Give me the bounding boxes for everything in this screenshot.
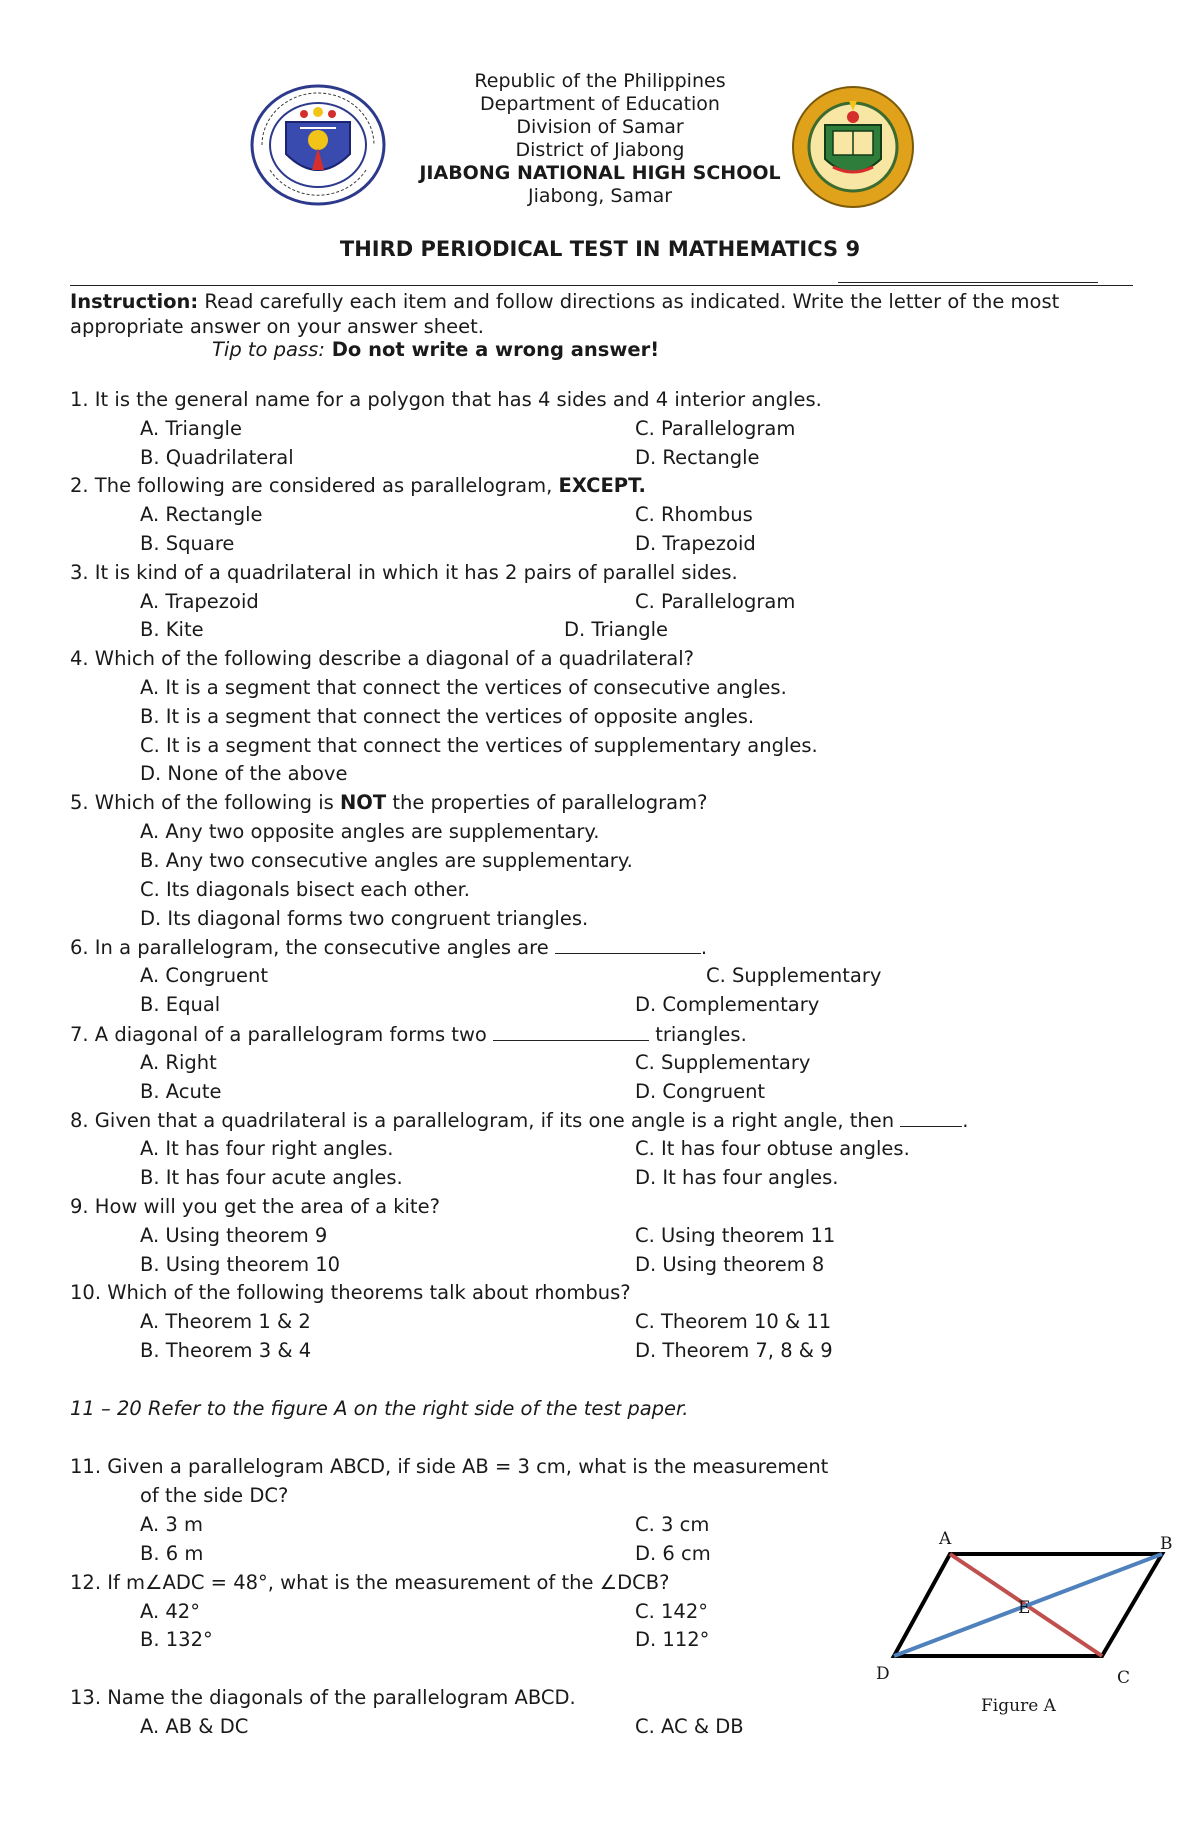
q11-option-c: C. 3 cm [635,1513,710,1536]
question-11: 11. Given a parallelogram ABCD, if side AB = 3 cm, what is the measurement [70,1455,829,1478]
divider-line [70,285,1133,286]
q6-text: 6. In a parallelogram, the consecutive angles are [70,936,555,959]
q7-option-c: C. Supplementary [635,1051,811,1074]
question-1: 1. It is the general name for a polygon that has 4 sides and 4 interior angles. [70,388,822,411]
q8-option-b: B. It has four acute angles. [140,1166,403,1189]
q2-option-d: D. Trapezoid [635,532,756,555]
q4-option-b: B. It is a segment that connect the vertices of opposite angles. [140,705,755,728]
question-13: 13. Name the diagonals of the parallelogram ABCD. [70,1686,576,1709]
answer-blank [493,1022,649,1041]
header-line-4: District of Jiabong [515,139,685,161]
q3-option-d: D. Triangle [564,618,668,641]
q5-emphasis: NOT [339,791,387,814]
q11-option-a: A. 3 m [140,1513,203,1536]
question-7 [70,1022,747,1047]
q3-option-b: B. Kite [140,618,204,641]
q6-option-c: C. Supplementary [706,964,882,987]
q5-text-post: the properties of parallelogram? [386,791,708,814]
question-12: 12. If m∠ADC = 48°, what is the measurement of the ∠DCB? [70,1571,670,1594]
school-location: Jiabong, Samar [527,185,673,207]
q7-option-a: A. Right [140,1051,217,1074]
q6-option-b: B. Equal [140,993,221,1016]
q7-text: 7. A diagonal of a parallelogram forms two [70,1023,494,1046]
q1-option-b: B. Quadrilateral [140,446,294,469]
section-note: 11 – 20 Refer to the figure A on the right side of the test paper. [70,1397,689,1420]
instruction-label: Instruction: [70,290,199,313]
deped-seal-icon [248,82,388,208]
q1-option-d: D. Rectangle [635,446,760,469]
q12-option-c: C. 142° [635,1600,708,1623]
q4-option-a: A. It is a segment that connect the vertices of consecutive angles. [140,676,787,699]
instruction-block [70,289,1140,339]
header-line-3: Division of Samar [516,116,684,138]
answer-blank [900,1108,962,1127]
question-2 [70,474,646,498]
q2-option-c: C. Rhombus [635,503,753,526]
test-title: THIRD PERIODICAL TEST IN MATHEMATICS 9 [339,237,861,261]
tip-line [212,338,659,361]
answer-blank [555,935,701,954]
q10-option-d: D. Theorem 7, 8 & 9 [635,1339,833,1362]
q6-text-end: . [700,936,708,959]
q1-option-c: C. Parallelogram [635,417,796,440]
q13-option-c: C. AC & DB [635,1715,744,1738]
q12-option-d: D. 112° [635,1628,710,1651]
question-6 [70,935,707,960]
q12-option-a: A. 42° [140,1600,200,1623]
vertex-label-c: C [1117,1668,1131,1688]
q9-option-d: D. Using theorem 8 [635,1253,825,1276]
q10-option-c: C. Theorem 10 & 11 [635,1310,832,1333]
divider-line-short [838,282,1098,283]
q12-option-b: B. 132° [140,1628,213,1651]
vertex-label-a: A [939,1529,952,1549]
q6-option-a: A. Congruent [140,964,269,987]
school-seal-icon [789,85,917,209]
q8-option-c: C. It has four obtuse angles. [635,1137,910,1160]
q5-option-d: D. Its diagonal forms two congruent triangles. [140,907,589,930]
q3-option-a: A. Trapezoid [140,590,259,613]
question-9: 9. How will you get the area of a kite? [70,1195,440,1218]
q3-option-c: C. Parallelogram [635,590,796,613]
q9-option-a: A. Using theorem 9 [140,1224,328,1247]
question-11-continued: of the side DC? [140,1484,289,1507]
q8-text-end: . [962,1109,969,1132]
q13-option-a: A. AB & DC [140,1715,249,1738]
vertex-label-d: D [876,1664,890,1684]
header-line-1: Republic of the Philippines [474,70,726,92]
question-5 [70,791,707,815]
q6-option-d: D. Complementary [635,993,820,1016]
question-4: 4. Which of the following describe a diagonal of a quadrilateral? [70,647,694,670]
q7-option-b: B. Acute [140,1080,222,1103]
q7-option-d: D. Congruent [635,1080,766,1103]
header-line-2: Department of Education [480,93,720,115]
q5-option-c: C. Its diagonals bisect each other. [140,878,471,901]
q2-option-b: B. Square [140,532,235,555]
q7-text-end: triangles. [649,1023,747,1046]
q5-option-b: B. Any two consecutive angles are supplementary. [140,849,633,872]
q11-option-d: D. 6 cm [635,1542,711,1565]
q1-option-a: A. Triangle [140,417,242,440]
q8-option-a: A. It has four right angles. [140,1137,394,1160]
tip-text: Do not write a wrong answer! [324,338,660,361]
q11-option-b: B. 6 m [140,1542,204,1565]
document-header [0,70,1200,208]
instruction-text: Read carefully each item and follow directions as indicated. Write the letter of the most appropriate answer on your answer sheet. [70,290,1060,338]
q8-text: 8. Given that a quadrilateral is a parallelogram, if its one angle is a right angle, then [70,1109,901,1132]
school-name: JIABONG NATIONAL HIGH SCHOOL [419,162,781,184]
q4-option-c: C. It is a segment that connect the vertices of supplementary angles. [140,734,818,757]
tip-label: Tip to pass: [212,338,325,361]
q5-text-pre: 5. Which of the following is [70,791,340,814]
q2-emphasis: EXCEPT. [558,474,646,497]
q9-option-c: C. Using theorem 11 [635,1224,836,1247]
question-10: 10. Which of the following theorems talk about rhombus? [70,1281,631,1304]
question-3: 3. It is kind of a quadrilateral in which it has 2 pairs of parallel sides. [70,561,738,584]
q2-text: 2. The following are considered as parallelogram, [70,474,559,497]
q8-option-d: D. It has four angles. [635,1166,839,1189]
q4-option-d: D. None of the above [140,762,348,785]
q5-option-a: A. Any two opposite angles are supplementary. [140,820,600,843]
figure-caption: Figure A [981,1696,1056,1716]
vertex-label-e: E [1018,1598,1031,1618]
q2-option-a: A. Rectangle [140,503,263,526]
q10-option-a: A. Theorem 1 & 2 [140,1310,311,1333]
vertex-label-b: B [1160,1534,1173,1554]
q10-option-b: B. Theorem 3 & 4 [140,1339,312,1362]
question-8 [70,1108,969,1133]
q9-option-b: B. Using theorem 10 [140,1253,341,1276]
